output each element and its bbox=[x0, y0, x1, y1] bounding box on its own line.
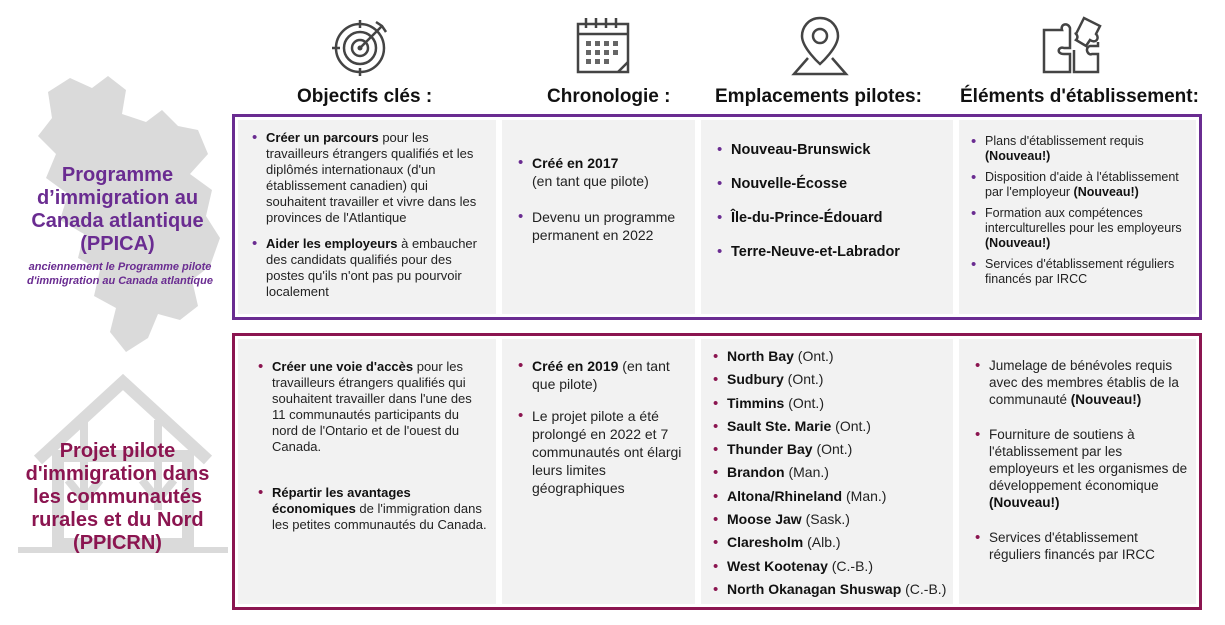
rnip-settlement-cell bbox=[959, 339, 1196, 604]
list-item: • Aider les employeurs à embaucher des candidats qualifiés pour des postes qu'ils n'ont pas pu pourvoir localement bbox=[250, 236, 488, 300]
list-item: • Brandon (Man.) bbox=[711, 461, 949, 484]
list-item: • Formation aux compétences interculturelles pour les employeurs (Nouveau!) bbox=[969, 206, 1190, 251]
list-item: • Altona/Rhineland (Man.) bbox=[711, 485, 949, 508]
header-timeline: Chronologie : bbox=[547, 86, 671, 107]
list-item: • Fourniture de soutiens à l'établissement par les employeurs et les organismes de développement économique (Nouveau!) bbox=[973, 426, 1190, 511]
list-item: • Répartir les avantages économiques de l'immigration dans les petites communautés du Canada. bbox=[256, 485, 488, 533]
list-item: • Disposition d'aide à l'établissement par l'employeur (Nouveau!) bbox=[969, 170, 1190, 200]
list-item: • Créé en 2017 (en tant que pilote) bbox=[516, 154, 687, 190]
calendar-icon bbox=[572, 14, 636, 78]
list-item: • West Kootenay (C.-B.) bbox=[711, 555, 949, 578]
list-item: • Sudbury (Ont.) bbox=[711, 368, 949, 391]
aip-program-subtitle: anciennement le Programme pilote d'immigration au Canada atlantique bbox=[27, 261, 213, 287]
list-item: • Créer un parcours pour les travailleurs étrangers qualifiés et les diplômés internationaux (d'un établissement canadien) qui souhaitent travailler et vivre dans les provinces de l'Atlantique bbox=[250, 130, 488, 226]
list-item: • North Okanagan Shuswap (C.-B.) bbox=[711, 578, 949, 601]
list-item: • Services d'établissement réguliers financés par IRCC bbox=[969, 257, 1190, 287]
list-item: • Créé en 2019 (en tant que pilote) bbox=[516, 357, 687, 393]
rnip-objectives-cell bbox=[238, 339, 496, 604]
list-item: • Claresholm (Alb.) bbox=[711, 531, 949, 554]
aip-settlement-cell bbox=[959, 120, 1196, 314]
header-settlement: Éléments d'établissement: bbox=[960, 86, 1199, 107]
aip-locations-cell bbox=[701, 120, 953, 314]
list-item: • Sault Ste. Marie (Ont.) bbox=[711, 415, 949, 438]
rnip-timeline-cell bbox=[502, 339, 695, 604]
header-locations: Emplacements pilotes: bbox=[715, 86, 922, 107]
aip-objectives-cell bbox=[238, 120, 496, 314]
list-item: • North Bay (Ont.) bbox=[711, 345, 949, 368]
rnip-program-name: Projet pilote d'immigration dans les communautés rurales et du Nord (PPICRN) bbox=[25, 440, 210, 554]
rnip-locations-cell bbox=[701, 339, 953, 604]
list-item: • Terre-Neuve-et-Labrador bbox=[715, 244, 945, 260]
list-item: • Timmins (Ont.) bbox=[711, 392, 949, 415]
list-item: • Le projet pilote a été prolongé en 2022 et 7 communautés ont élargi leurs limites géographiques bbox=[516, 407, 687, 497]
target-icon bbox=[330, 14, 394, 78]
aip-timeline-cell bbox=[502, 120, 695, 314]
list-item: • Île-du-Prince-Édouard bbox=[715, 210, 945, 226]
list-item: • Nouvelle-Écosse bbox=[715, 176, 945, 192]
aip-program-name: Programme d’immigration au Canada atlantique (PPICA) bbox=[31, 164, 204, 255]
list-item: • Créer une voie d'accès pour les travailleurs étrangers qualifiés qui souhaitent travailler dans l'une des 11 communautés participants du nord de l'Ontario et de l'ouest du Canada. bbox=[256, 359, 488, 455]
list-item: • Devenu un programme permanent en 2022 bbox=[516, 208, 687, 244]
list-item: • Thunder Bay (Ont.) bbox=[711, 438, 949, 461]
header-objectives: Objectifs clés : bbox=[297, 86, 433, 107]
map-pin-icon bbox=[788, 14, 852, 78]
list-item: • Services d'établissement réguliers financés par IRCC bbox=[973, 529, 1190, 563]
list-item: • Nouveau-Brunswick bbox=[715, 142, 945, 158]
list-item: • Jumelage de bénévoles requis avec des membres établis de la communauté (Nouveau!) bbox=[973, 357, 1190, 408]
puzzle-icon bbox=[1040, 14, 1104, 78]
list-item: • Plans d'établissement requis (Nouveau!) bbox=[969, 134, 1190, 164]
list-item: • Moose Jaw (Sask.) bbox=[711, 508, 949, 531]
